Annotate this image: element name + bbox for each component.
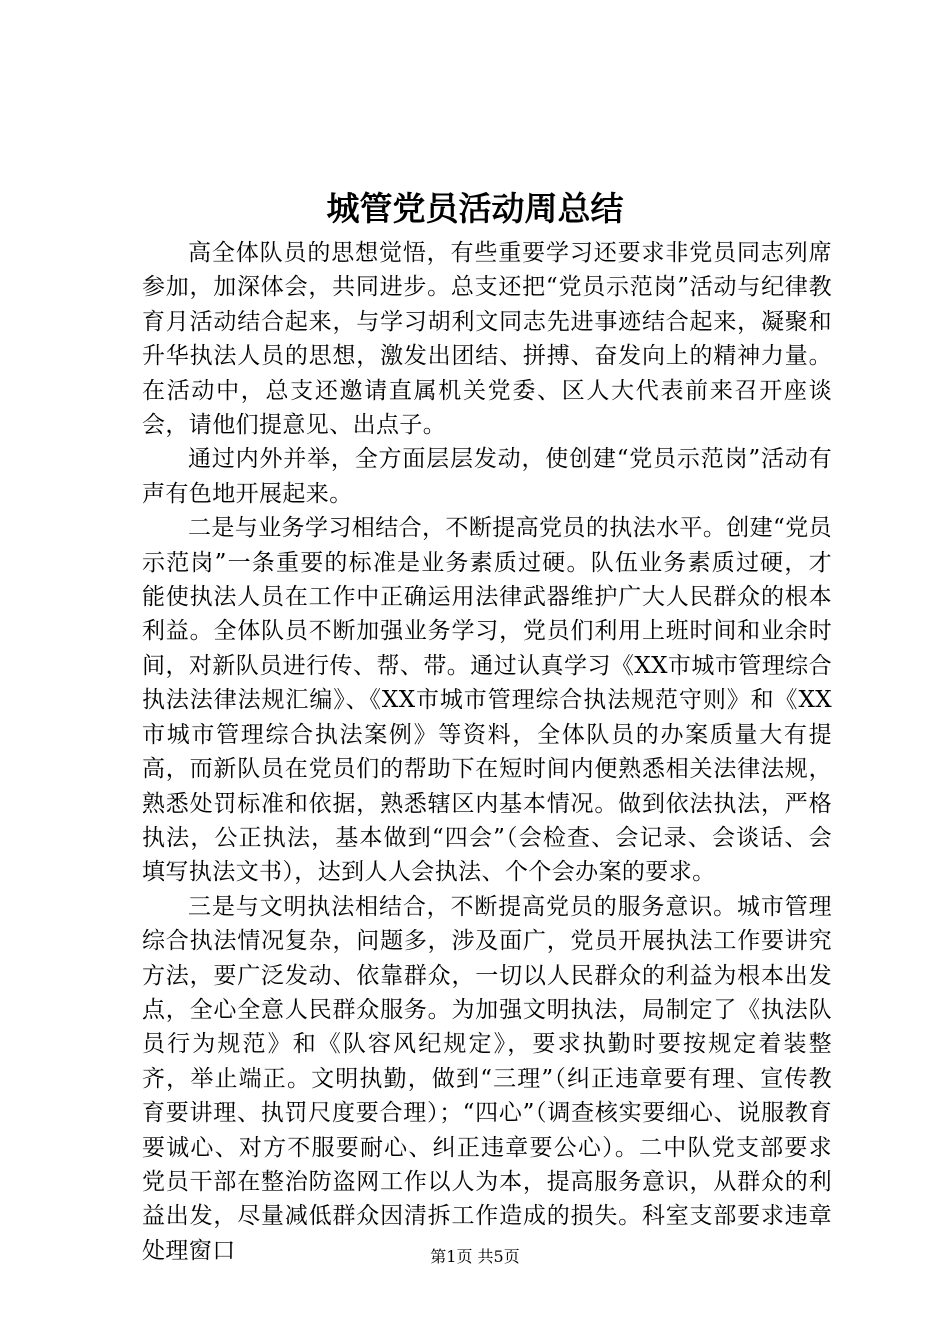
paragraph-1: 高全体队员的思想觉悟，有些重要学习还要求非党员同志列席参加，加深体会，共同进步。总支还把“党员示范岗”活动与纪律教育月活动结合起来，与学习胡利文同志先进事迹结合起来，凝聚和升华执法人员的思想，激发出团结、拼搏、奋发向上的精神力量。在活动中，总支还邀请直属机关党委、区人大代表前来召开座谈会，请他们提意见、出点子。: [142, 240, 832, 439]
document-body: [142, 236, 832, 1268]
document-title: 城管党员活动周总结: [326, 189, 624, 228]
paragraph-3: 二是与业务学习相结合，不断提高党员的执法水平。创建“党员示范岗”一条重要的标准是业务素质过硬。队伍业务素质过硬，才能使执法人员在工作中正确运用法律武器维护广大人民群众的根本利益。全体队员不断加强业务学习，党员们利用上班时间和业余时间，对新队员进行传、帮、带。通过认真学习《XX市城市管理综合执法法律法规汇编》、《XX市城市管理综合执法规范守则》和《XX市城市管理综合执法案例》等资料，全体队员的办案质量大有提高，而新队员在党员们的帮助下在短时间内便熟悉相关法律法规，熟悉处罚标准和依据，熟悉辖区内基本情况。做到依法执法，严格执法，公正执法，基本做到“四会”（会检查、会记录、会谈话、会填写执法文书），达到人人会执法、个个会办案的要求。: [142, 515, 832, 886]
paragraph-2: 通过内外并举，全方面层层发动，使创建“党员示范岗”活动有声有色地开展起来。: [142, 446, 832, 507]
page-footer: 第1页 共5页: [430, 1247, 520, 1266]
paragraph-4: 三是与文明执法相结合，不断提高党员的服务意识。城市管理综合执法情况复杂，问题多，涉及面广，党员开展执法工作要讲究方法，要广泛发动、依靠群众，一切以人民群众的利益为根本出发点，全心全意人民群众服务。为加强文明执法，局制定了《执法队员行为规范》和《队容风纪规定》，要求执勤时要按规定着装整齐，举止端正。文明执勤，做到“三理”（纠正违章要有理、宣传教育要讲理、执罚尺度要合理）；“四心”（调查核实要细心、说服教育要诚心、对方不服要耐心、纠正违章要公心）。二中队党支部要求党员干部在整治防盗网工作以人为本，提高服务意识，从群众的利益出发，尽量减低群众因清拆工作造成的损失。科室支部要求违章处理窗口: [142, 893, 832, 1264]
